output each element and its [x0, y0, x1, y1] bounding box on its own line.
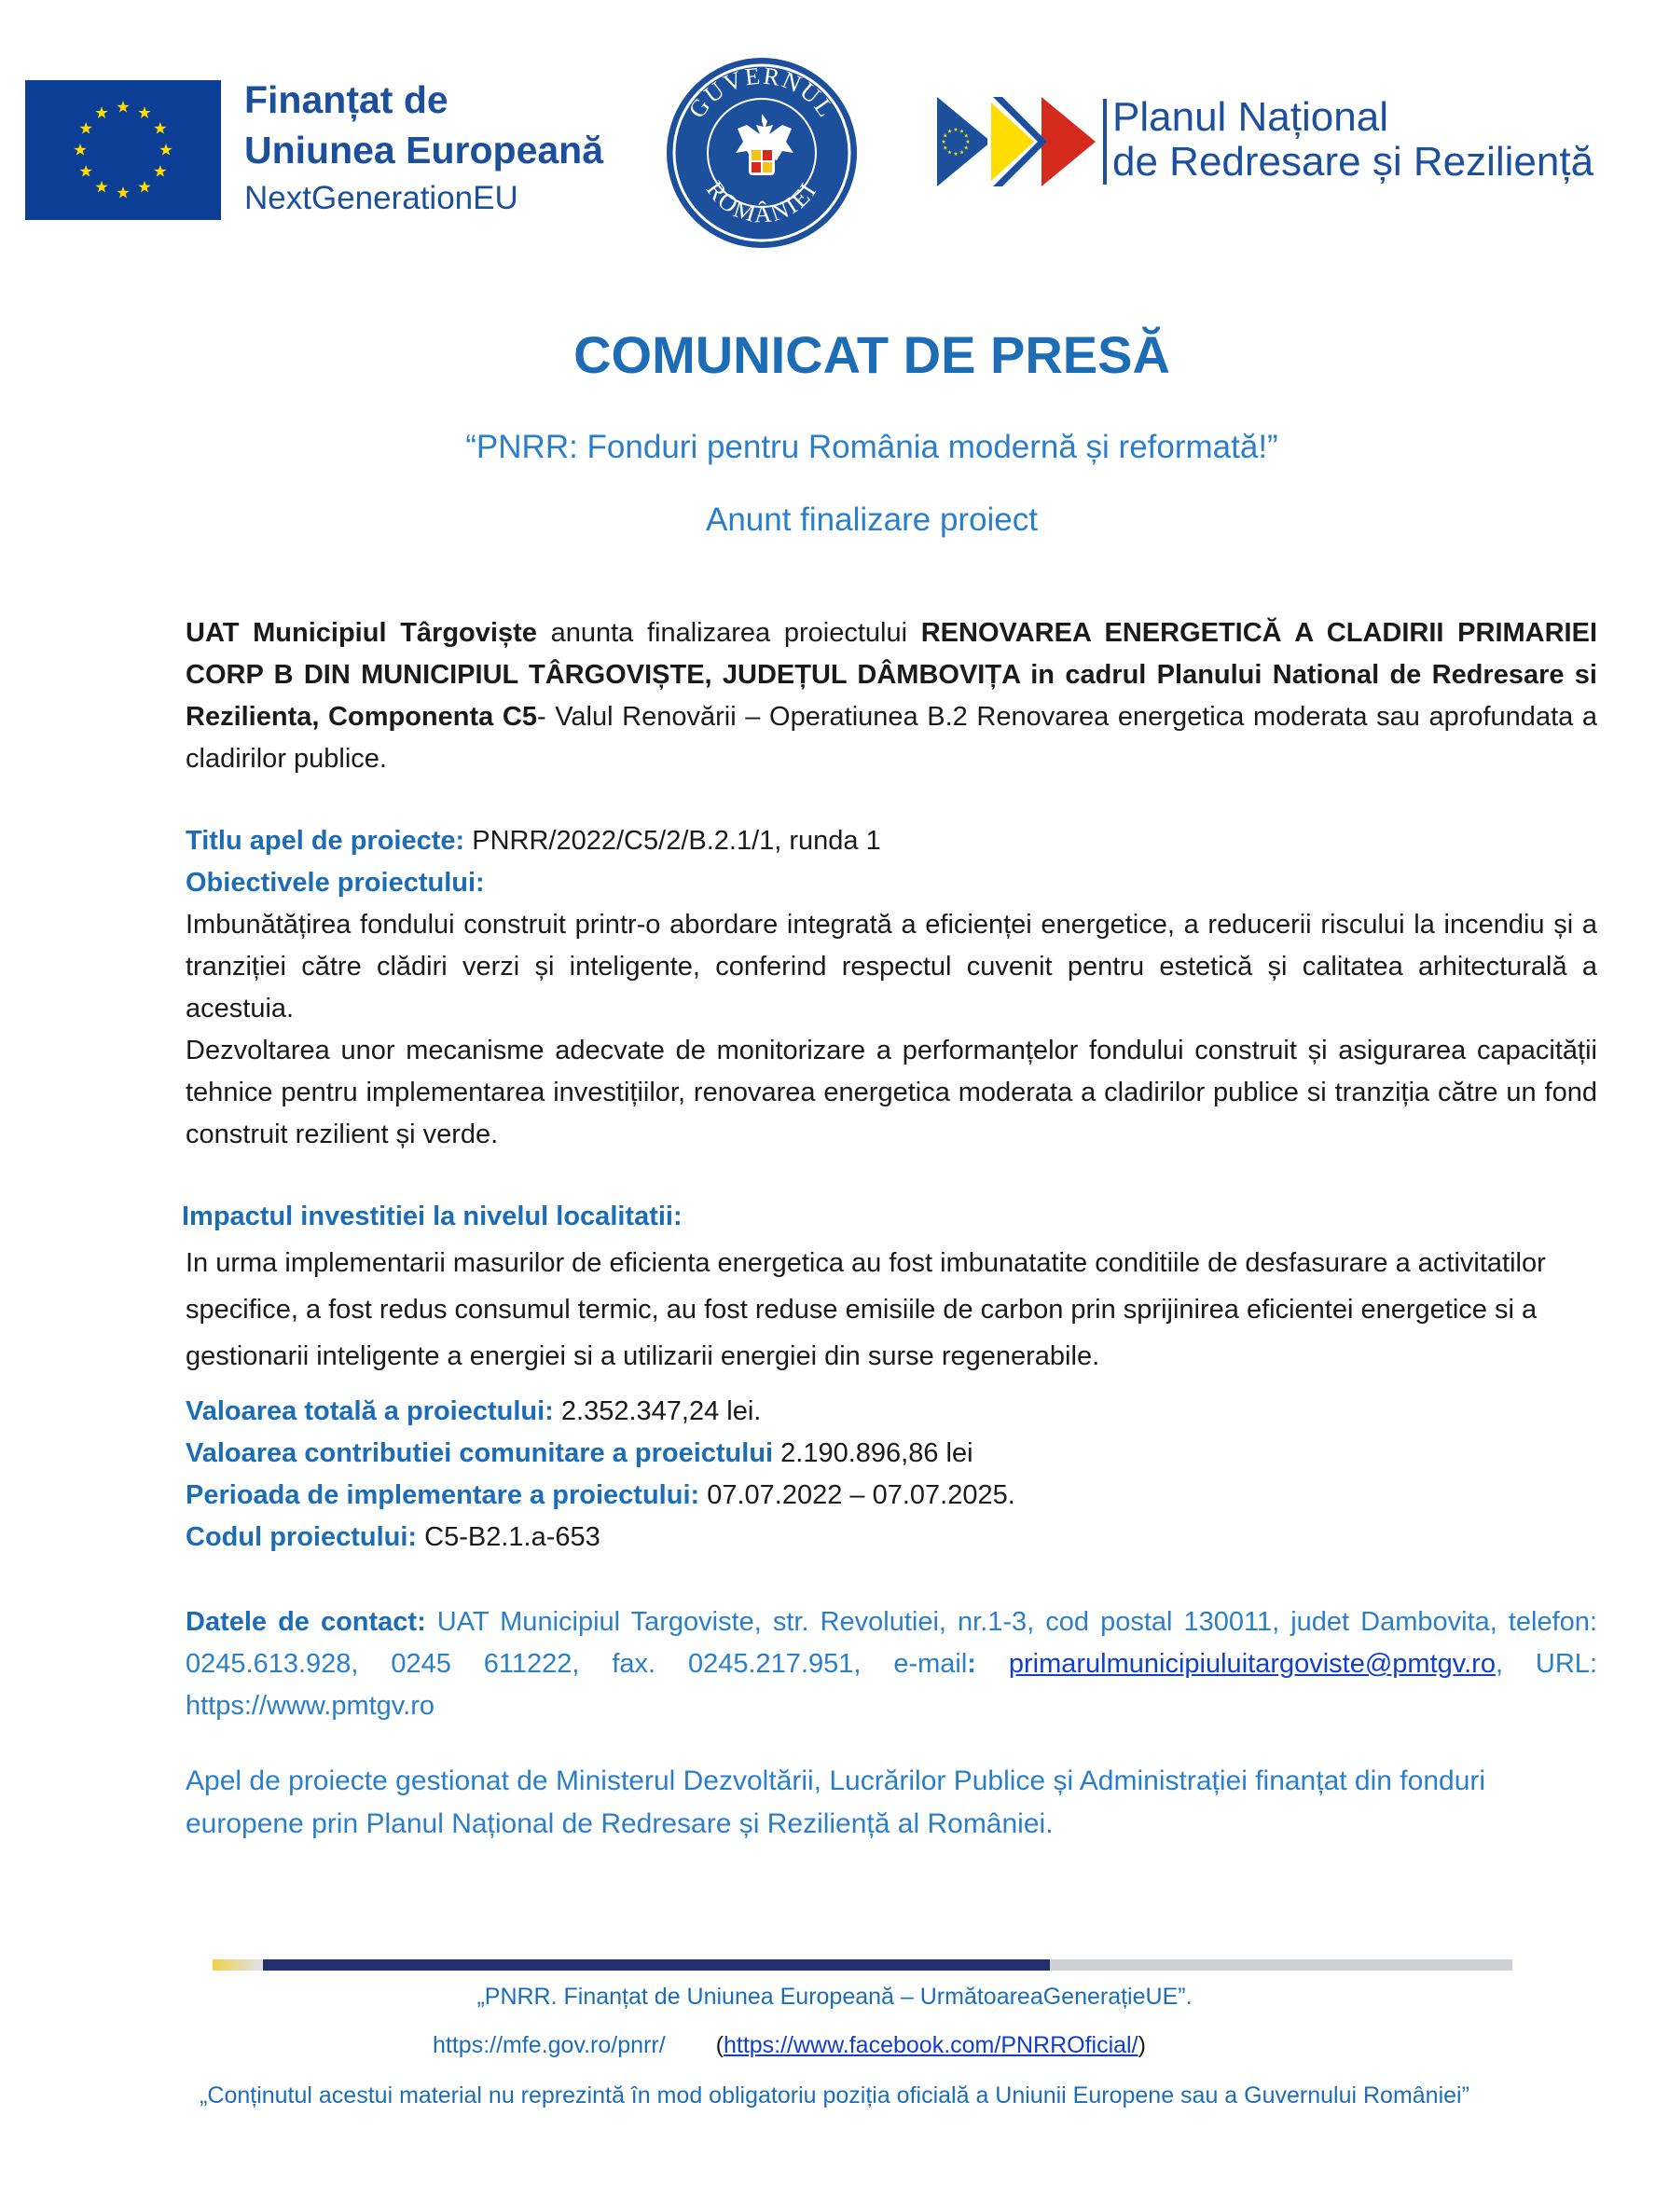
eu-contribution-line [186, 1433, 1597, 1475]
intro-paragraph [186, 612, 1597, 780]
pnrr-label [1112, 95, 1593, 185]
eu-funding-label [244, 75, 636, 222]
pnrr-arrows-icon [937, 97, 1096, 186]
project-details [186, 820, 1597, 1156]
impact-text: In urma implementarii masurilor de eficienta energetica au fost imbunatatite conditiile de desfasurare a activitatilor specifice, a fost redus consumul termic, au fost reduse emisiile de carbon prin sprijinirea eficientei energetice si a gestionarii inteligente a energiei si a utilizarii energiei din surse regenerabile. [186, 1248, 1546, 1371]
project-code-value: C5-B2.1.a-653 [417, 1522, 600, 1552]
objectives-paragraph-1: Imbunătățirea fondului construit printr-o abordare integrată a eficienței energetice, a reducerii riscului la incendiu și a tranziției către clădiri verzi și inteligente, conferind respectul cuvenit pentru estetică și calitatea arhitecturală a acestuia. [186, 910, 1597, 1024]
project-name: RENOVAREA ENERGETICĂ A CLADIRII PRIMARIEI CORP B DIN MUNICIPIUL TÂRGOVIȘTE, JUDEȚUL DÂMBOVIȚA in cadrul Planului National de Redresare si Rezilienta, Componenta C5 [186, 618, 1598, 732]
slogan-subtitle: “PNRR: Fonduri pentru România modernă și reformată!” [465, 429, 1278, 465]
intro-verb: anunta finalizarea proiectului [536, 618, 921, 648]
eu-star [95, 106, 107, 118]
pnrr-divider [1103, 99, 1107, 185]
contact-colon: : [967, 1649, 976, 1679]
total-value-label: Valoarea totală a proiectului: [186, 1396, 554, 1426]
total-value: 2.352.347,24 lei. [553, 1396, 762, 1426]
eu-label-line2: Uniunea Europeană [244, 129, 604, 172]
eu-star [80, 165, 92, 177]
seal-text-top: GUVERNUL [683, 62, 841, 124]
footer-disclaimer: „Conținutul acestui material nu reprezintă în mod obligatoriu poziția oficială a Uniunii Europene sau a Guvernului României” [200, 2082, 1469, 2109]
eu-star [138, 181, 150, 193]
contact-text: UAT Municipiul Targoviste, str. Revolutiei, nr.1-3, cod postal 130011, judet Dambovita, telefon: 0245.613.928, 0245 611222, fax. 0245.217.951, e-mail [186, 1607, 1597, 1679]
announcement-heading: Anunt finalizare proiect [705, 501, 1039, 538]
footer-links [433, 2032, 1146, 2059]
eu-flag-icon [25, 80, 221, 220]
eu-star [74, 144, 86, 156]
eu-star [117, 186, 129, 199]
project-code-line [186, 1517, 1597, 1559]
impact-label: Impactul investitiei la nivelul localitatii: [182, 1202, 683, 1231]
eu-contribution-value: 2.190.896,86 lei [773, 1438, 973, 1468]
impact-section [182, 1193, 1597, 1380]
header [0, 0, 1669, 261]
eu-star [154, 122, 166, 134]
project-code-label: Codul proiectului: [186, 1522, 418, 1552]
eu-star [117, 101, 129, 113]
pnrr-label-line2: de Redresare și Reziliență [1112, 139, 1594, 185]
footer-bar-navy [263, 1959, 1050, 1971]
project-values [186, 1391, 1597, 1559]
pnrr-label-line1: Planul Național [1112, 94, 1388, 140]
government-seal-icon [665, 56, 859, 250]
implementation-period-label: Perioada de implementare a proiectului: [186, 1480, 700, 1510]
ministry-note: Apel de proiecte gestionat de Ministerul Dezvoltării, Lucrărilor Publice și Administrației finanțat din fonduri europene prin Planul Național de Redresare și Reziliență al României. [186, 1765, 1486, 1839]
call-title-label: Titlu apel de proiecte: [186, 826, 465, 856]
seal-text-bottom: ROMÂNIEI [700, 176, 823, 228]
contact-section [186, 1601, 1597, 1727]
footer-bar-yellow [213, 1959, 263, 1971]
objectives-label: Obiectivele proiectului: [186, 868, 485, 898]
intro-rest: - Valul Renovării – Operatiunea B.2 Renovarea energetica moderata sau aprofundata a cladirilor publice. [186, 702, 1597, 774]
call-title-line [186, 820, 1597, 862]
objectives-paragraph-2: Dezvoltarea unor mecanisme adecvate de monitorizare a performanțelor fondului construit și asigurarea capacității tehnice pentru implementarea investițiilor, renovarea energetica moderata a cladirilor publice si tranziția către un fond construit rezilient și verde. [186, 1036, 1597, 1149]
page-title: COMUNICAT DE PRESĂ [573, 325, 1170, 384]
eu-star [159, 144, 172, 156]
mfe-link[interactable]: https://mfe.gov.ro/pnrr/ [433, 2032, 666, 2058]
eu-label-line3: NextGenerationEU [244, 180, 518, 216]
eu-star [138, 106, 150, 118]
contact-url: , URL: https://www.pmtgv.ro [186, 1649, 1597, 1721]
beneficiary-name: UAT Municipiul Târgoviște [186, 618, 537, 648]
facebook-link[interactable]: https://www.facebook.com/PNRROficial/ [723, 2032, 1138, 2058]
eu-star [95, 181, 107, 193]
footer-color-bar [213, 1959, 1512, 1971]
eu-contribution-label: Valoarea contributiei comunitare a proeictului [186, 1438, 774, 1468]
contact-label: Datele de contact: [186, 1607, 426, 1637]
total-value-line [186, 1391, 1597, 1433]
footer-slogan: „PNRR. Finanțat de Uniunea Europeană – UrmătoareaGenerațieUE”. [476, 1984, 1193, 2010]
implementation-period-value: 07.07.2022 – 07.07.2025. [699, 1480, 1015, 1510]
paren-close: ) [1138, 2032, 1146, 2058]
implementation-period-line [186, 1475, 1597, 1517]
contact-email-link[interactable]: primarulmunicipiuluitargoviste@pmtgv.ro [1008, 1649, 1496, 1679]
call-title-value: PNRR/2022/C5/2/B.2.1/1, runda 1 [464, 826, 881, 856]
eu-stars-circle [25, 80, 221, 220]
eu-star [80, 122, 92, 134]
eu-star [154, 165, 166, 177]
eu-label-line1: Finanțat de [244, 78, 448, 121]
footer-bar-grey [1050, 1959, 1512, 1971]
paren-open: ( [715, 2032, 724, 2058]
